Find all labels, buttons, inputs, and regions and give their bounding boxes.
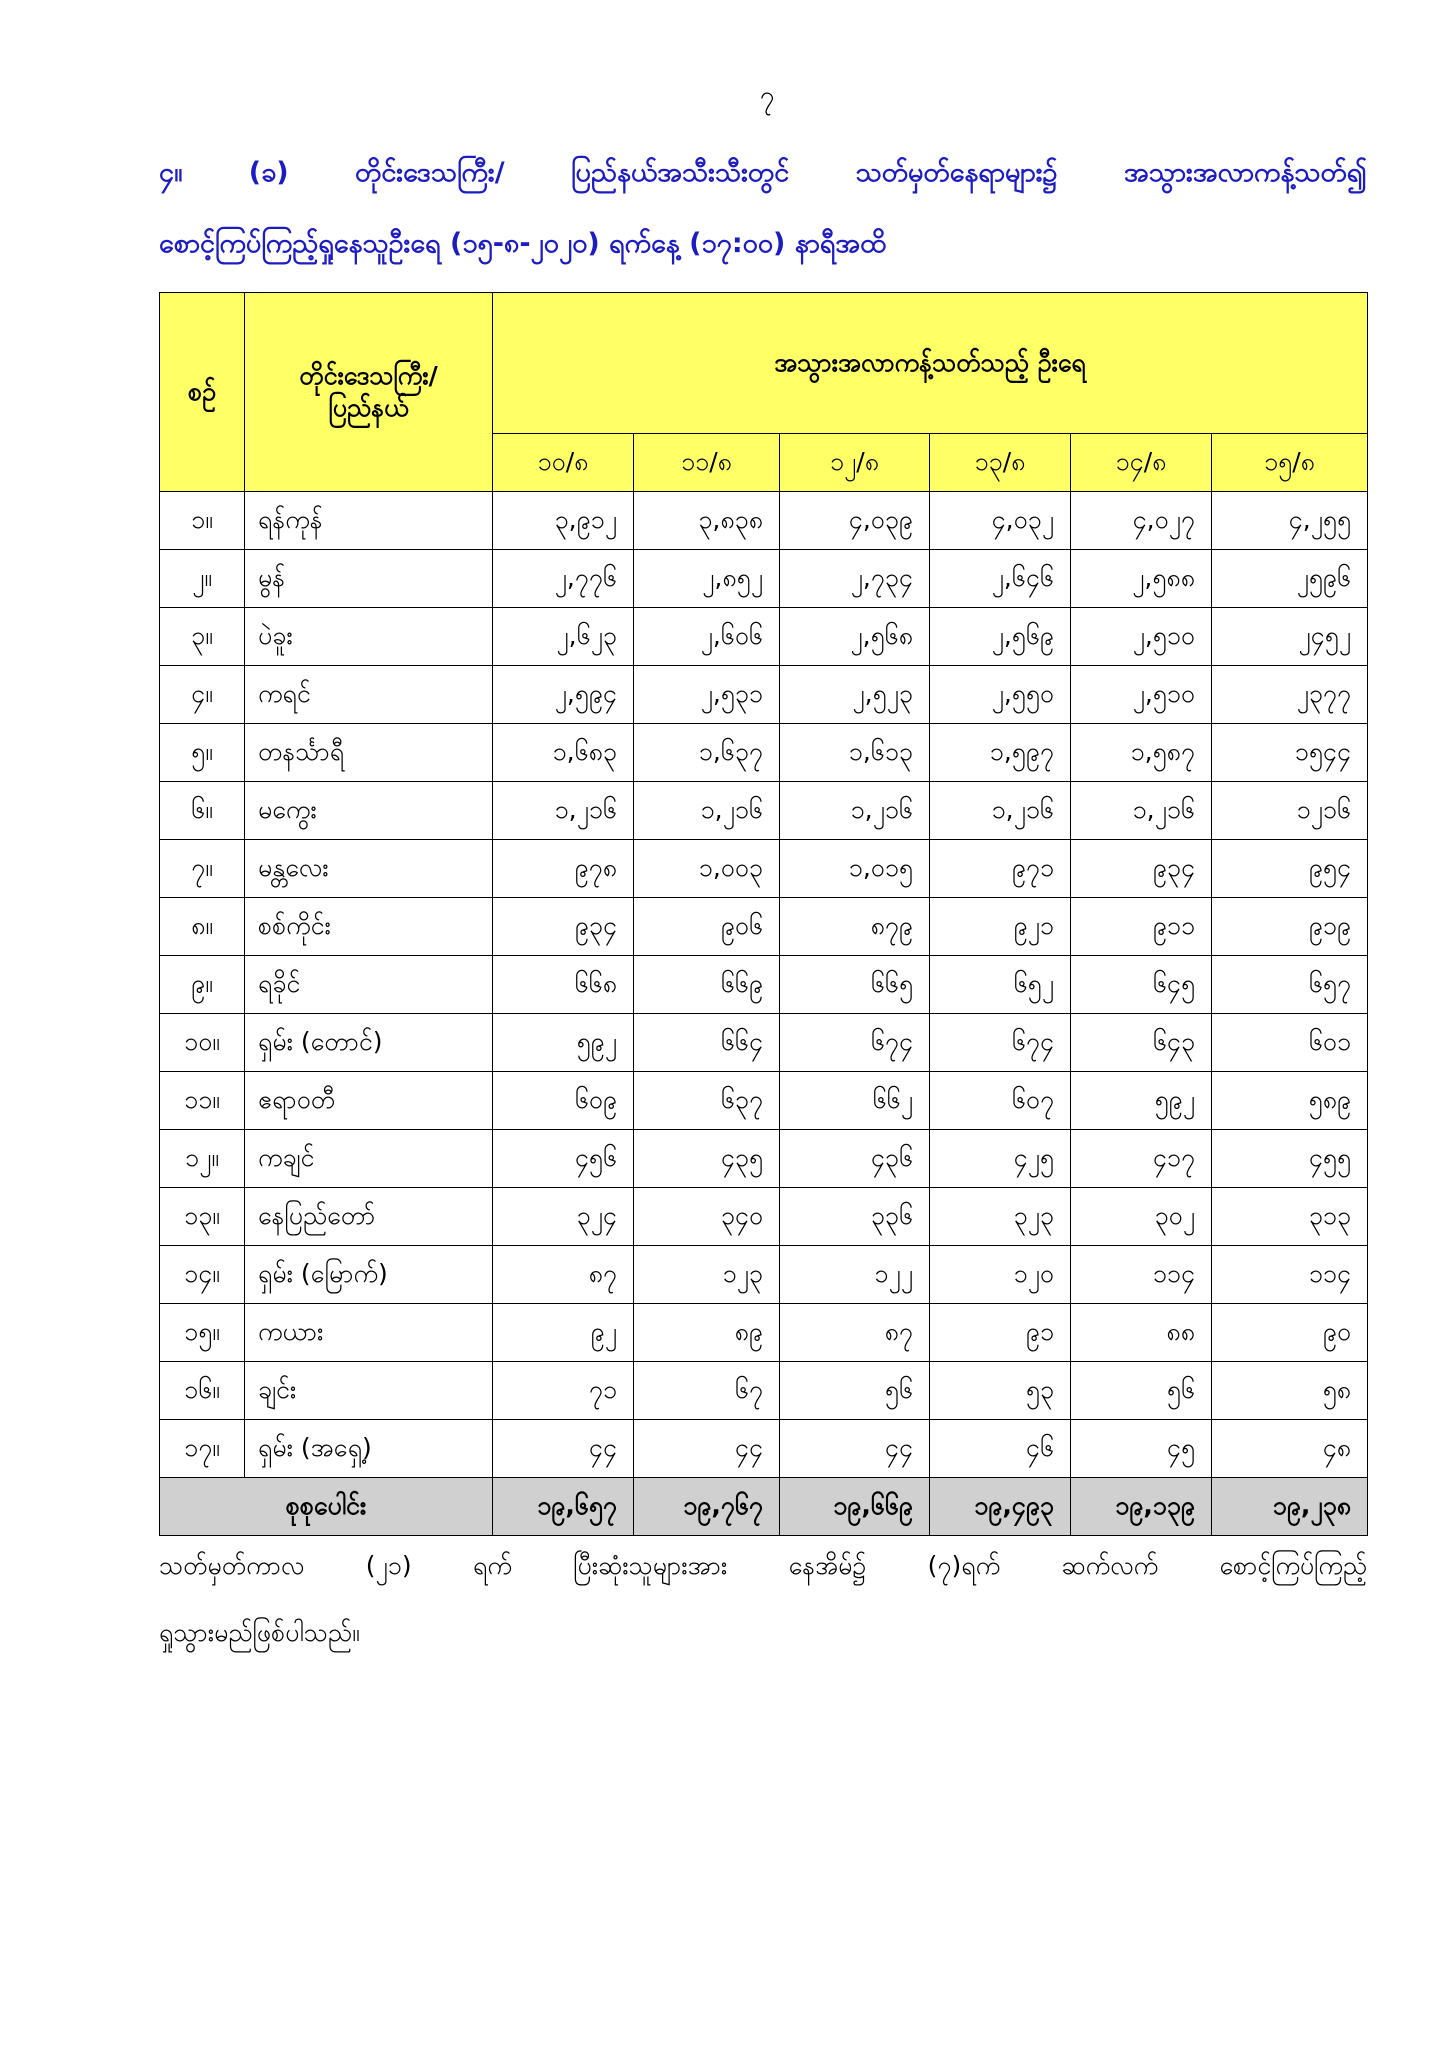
row-number: ၁၄။ xyxy=(160,1246,245,1304)
count-cell: ၁,၂၁၆ xyxy=(634,782,780,840)
count-cell: ၆၃၇ xyxy=(634,1072,780,1130)
date-header: ၁၂/၈ xyxy=(780,434,930,492)
count-cell: ၅၃ xyxy=(930,1362,1071,1420)
region-name: မန္တလေး xyxy=(245,840,493,898)
total-cell: ၁၉,၂၃၈ xyxy=(1212,1478,1368,1536)
table-row xyxy=(160,840,1368,898)
count-cell: ၆၇ xyxy=(634,1362,780,1420)
count-cell: ၄၃၆ xyxy=(780,1130,930,1188)
count-cell: ၄,၀၃၉ xyxy=(780,492,930,550)
count-cell: ၂,၅၆၈ xyxy=(780,608,930,666)
count-cell: ၄၃၅ xyxy=(634,1130,780,1188)
table-row xyxy=(160,1304,1368,1362)
table-row xyxy=(160,1188,1368,1246)
table-row xyxy=(160,666,1368,724)
serial-header: စဉ် xyxy=(160,293,245,492)
count-cell: ၂,၆၄၆ xyxy=(930,550,1071,608)
region-name: နေပြည်တော် xyxy=(245,1188,493,1246)
count-cell: ၉၀ xyxy=(1212,1304,1368,1362)
date-header: ၁၀/၈ xyxy=(493,434,634,492)
table-header-row xyxy=(160,293,1368,434)
count-cell: ၂,၅၈၈ xyxy=(1071,550,1212,608)
count-cell: ၁,၂၁၆ xyxy=(780,782,930,840)
count-cell: ၉၃၄ xyxy=(1071,840,1212,898)
count-cell: ၂,၇၇၆ xyxy=(493,550,634,608)
count-cell: ၈၇ xyxy=(780,1304,930,1362)
count-cell: ၅၆ xyxy=(1071,1362,1212,1420)
row-number: ၃။ xyxy=(160,608,245,666)
row-number: ၁၆။ xyxy=(160,1362,245,1420)
region-name: ရှမ်း (တောင်) xyxy=(245,1014,493,1072)
count-cell: ၉၀၆ xyxy=(634,898,780,956)
count-cell: ၃၃၆ xyxy=(780,1188,930,1246)
count-cell: ၉၅၄ xyxy=(1212,840,1368,898)
count-cell: ၂၅၉၆ xyxy=(1212,550,1368,608)
row-number: ၁၃။ xyxy=(160,1188,245,1246)
table-row xyxy=(160,1072,1368,1130)
count-cell: ၄၆ xyxy=(930,1420,1071,1478)
count-cell: ၂,၅၅၀ xyxy=(930,666,1071,724)
page-number: ၇ xyxy=(759,81,775,111)
table-row xyxy=(160,724,1368,782)
count-cell: ၈၈ xyxy=(1071,1304,1212,1362)
region-name: ဧရာဝတီ xyxy=(245,1072,493,1130)
count-cell: ၆၇၄ xyxy=(780,1014,930,1072)
row-number: ၁၂။ xyxy=(160,1130,245,1188)
count-cell: ၆၆၉ xyxy=(634,956,780,1014)
table-row xyxy=(160,1014,1368,1072)
total-cell: ၁၉,၆၅၇ xyxy=(493,1478,634,1536)
count-group-header: အသွားအလာကန့်သတ်သည့် ဦးရေ xyxy=(493,293,1368,434)
count-cell: ၄,၂၅၅ xyxy=(1212,492,1368,550)
count-cell: ၉၂ xyxy=(493,1304,634,1362)
row-number: ၇။ xyxy=(160,840,245,898)
count-cell: ၆၄၅ xyxy=(1071,956,1212,1014)
row-number: ၁၇။ xyxy=(160,1420,245,1478)
count-cell: ၁၁၄ xyxy=(1212,1246,1368,1304)
region-header xyxy=(245,293,493,492)
region-name: ပဲခူး xyxy=(245,608,493,666)
date-header: ၁၅/၈ xyxy=(1212,434,1368,492)
count-cell: ၂,၅၃၁ xyxy=(634,666,780,724)
count-cell: ၁,၀၁၅ xyxy=(780,840,930,898)
table-row xyxy=(160,1130,1368,1188)
count-cell: ၁၂၀ xyxy=(930,1246,1071,1304)
count-cell: ၁,၆၃၇ xyxy=(634,724,780,782)
count-cell: ၉၂၁ xyxy=(930,898,1071,956)
count-cell: ၃၀၂ xyxy=(1071,1188,1212,1246)
count-cell: ၂,၅၆၉ xyxy=(930,608,1071,666)
count-cell: ၄၂၅ xyxy=(930,1130,1071,1188)
total-cell: ၁၉,၄၉၃ xyxy=(930,1478,1071,1536)
row-number: ၁။ xyxy=(160,492,245,550)
count-cell: ၉၁ xyxy=(930,1304,1071,1362)
count-cell: ၁၂၃ xyxy=(634,1246,780,1304)
count-cell: ၂,၅၂၃ xyxy=(780,666,930,724)
count-cell: ၁,၂၁၆ xyxy=(1071,782,1212,840)
count-cell: ၂,၇၃၄ xyxy=(780,550,930,608)
count-cell: ၆၀၁ xyxy=(1212,1014,1368,1072)
region-name: ချင်း xyxy=(245,1362,493,1420)
table-row xyxy=(160,1246,1368,1304)
count-cell: ၃၂၄ xyxy=(493,1188,634,1246)
count-cell: ၃၁၃ xyxy=(1212,1188,1368,1246)
count-cell: ၁,၆၁၃ xyxy=(780,724,930,782)
row-number: ၁၅။ xyxy=(160,1304,245,1362)
region-name: ရှမ်း (အရှေ့) xyxy=(245,1420,493,1478)
region-header-line-2: ပြည်နယ် xyxy=(328,393,409,422)
count-cell: ၂,၆၀၆ xyxy=(634,608,780,666)
count-cell: ၆၄၃ xyxy=(1071,1014,1212,1072)
row-number: ၅။ xyxy=(160,724,245,782)
region-name: ရန်ကုန် xyxy=(245,492,493,550)
count-cell: ၉၇၁ xyxy=(930,840,1071,898)
count-cell: ၄၄ xyxy=(634,1420,780,1478)
count-cell: ၃၄၀ xyxy=(634,1188,780,1246)
count-cell: ၆၇၄ xyxy=(930,1014,1071,1072)
count-cell: ၂,၅၁၀ xyxy=(1071,608,1212,666)
table-row xyxy=(160,782,1368,840)
count-cell: ၉၁၉ xyxy=(1212,898,1368,956)
count-cell: ၁,၂၁၆ xyxy=(930,782,1071,840)
count-cell: ၂၄၅၂ xyxy=(1212,608,1368,666)
count-cell: ၈၉ xyxy=(634,1304,780,1362)
row-number: ၁၀။ xyxy=(160,1014,245,1072)
table-row xyxy=(160,492,1368,550)
count-cell: ၁,၅၉၇ xyxy=(930,724,1071,782)
count-cell: ၆၀၉ xyxy=(493,1072,634,1130)
total-cell: ၁၉,၇၆၇ xyxy=(634,1478,780,1536)
table-row xyxy=(160,1362,1368,1420)
count-cell: ၁,၂၁၆ xyxy=(493,782,634,840)
region-header-line-1: တိုင်းဒေသကြီး/ xyxy=(299,360,438,390)
count-cell: ၄၅ xyxy=(1071,1420,1212,1478)
count-cell: ၄,၀၃၂ xyxy=(930,492,1071,550)
count-cell: ၄၈ xyxy=(1212,1420,1368,1478)
row-number: ၁၁။ xyxy=(160,1072,245,1130)
count-cell: ၆၆၂ xyxy=(780,1072,930,1130)
region-name: ကရင် xyxy=(245,666,493,724)
count-cell: ၄၄ xyxy=(493,1420,634,1478)
count-cell: ၆၅၇ xyxy=(1212,956,1368,1014)
row-number: ၄။ xyxy=(160,666,245,724)
count-cell: ၉၇၈ xyxy=(493,840,634,898)
count-cell: ၂,၅၉၄ xyxy=(493,666,634,724)
row-number: ၂။ xyxy=(160,550,245,608)
section-title-line-2: စောင့်ကြပ်ကြည့်ရှုနေသူဦးရေ (၁၅-၈-၂၀၂၀) ရက်နေ့ (၁၇:၀၀) နာရီအထိ xyxy=(159,228,887,259)
footnote-line-1: သတ်မှတ်ကာလ (၂၁) ရက် ပြီးဆုံးသူများအား နေအိမ်၌ (၇)ရက် ဆက်လက် စောင့်ကြပ်ကြည့် xyxy=(159,1551,1367,1580)
region-name: ကချင် xyxy=(245,1130,493,1188)
date-header: ၁၄/၈ xyxy=(1071,434,1212,492)
table-row xyxy=(160,956,1368,1014)
count-cell: ၆၆၈ xyxy=(493,956,634,1014)
count-cell: ၂၃၇၇ xyxy=(1212,666,1368,724)
count-cell: ၁,၀၀၃ xyxy=(634,840,780,898)
row-number: ၆။ xyxy=(160,782,245,840)
count-cell: ၄၅၅ xyxy=(1212,1130,1368,1188)
restricted-persons-table xyxy=(159,292,1368,1536)
count-cell: ၈၇ xyxy=(493,1246,634,1304)
count-cell: ၅၈ xyxy=(1212,1362,1368,1420)
region-name: စစ်ကိုင်း xyxy=(245,898,493,956)
total-cell: ၁၉,၆၆၉ xyxy=(780,1478,930,1536)
count-cell: ၁၁၄ xyxy=(1071,1246,1212,1304)
date-header: ၁၃/၈ xyxy=(930,434,1071,492)
count-cell: ၄,၀၂၇ xyxy=(1071,492,1212,550)
table-row xyxy=(160,608,1368,666)
count-cell: ၁,၆၈၃ xyxy=(493,724,634,782)
table-row xyxy=(160,550,1368,608)
count-cell: ၅၈၉ xyxy=(1212,1072,1368,1130)
row-number: ၉။ xyxy=(160,956,245,1014)
count-cell: ၈၇၉ xyxy=(780,898,930,956)
count-cell: ၁၂၁၆ xyxy=(1212,782,1368,840)
count-cell: ၉၁၁ xyxy=(1071,898,1212,956)
count-cell: ၂,၈၅၂ xyxy=(634,550,780,608)
total-cell: ၁၉,၁၃၉ xyxy=(1071,1478,1212,1536)
total-label: စုစုပေါင်း xyxy=(160,1478,493,1536)
count-cell: ၃,၈၃၈ xyxy=(634,492,780,550)
table-row xyxy=(160,898,1368,956)
region-name: မကွေး xyxy=(245,782,493,840)
region-name: ရခိုင် xyxy=(245,956,493,1014)
count-cell: ၇၁ xyxy=(493,1362,634,1420)
count-cell: ၁,၅၈၇ xyxy=(1071,724,1212,782)
count-cell: ၃,၉၁၂ xyxy=(493,492,634,550)
section-title-line-1: ၄။ (ခ) တိုင်းဒေသကြီး/ ပြည်နယ်အသီးသီးတွင် သတ်မှတ်နေရာများ၌ အသွားအလာကန့်သတ်၍ xyxy=(159,157,1367,188)
count-cell: ၉၃၄ xyxy=(493,898,634,956)
count-cell: ၂,၆၂၃ xyxy=(493,608,634,666)
region-name: ရှမ်း (မြောက်) xyxy=(245,1246,493,1304)
count-cell: ၆၆၄ xyxy=(634,1014,780,1072)
count-cell: ၆၆၅ xyxy=(780,956,930,1014)
region-name: တနင်္သာရီ xyxy=(245,724,493,782)
count-cell: ၅၉၂ xyxy=(1071,1072,1212,1130)
footnote-line-2: ရှုသွားမည်ဖြစ်ပါသည်။ xyxy=(159,1618,360,1647)
count-cell: ၃၂၃ xyxy=(930,1188,1071,1246)
count-cell: ၁၅၄၄ xyxy=(1212,724,1368,782)
count-cell: ၄၄ xyxy=(780,1420,930,1478)
region-name: ကယား xyxy=(245,1304,493,1362)
row-number: ၈။ xyxy=(160,898,245,956)
count-cell: ၄၅၆ xyxy=(493,1130,634,1188)
count-cell: ၄၁၇ xyxy=(1071,1130,1212,1188)
count-cell: ၆၀၇ xyxy=(930,1072,1071,1130)
count-cell: ၆၅၂ xyxy=(930,956,1071,1014)
table-row xyxy=(160,1420,1368,1478)
count-cell: ၂,၅၁၀ xyxy=(1071,666,1212,724)
count-cell: ၁၂၂ xyxy=(780,1246,930,1304)
total-row xyxy=(160,1478,1368,1536)
count-cell: ၅၉၂ xyxy=(493,1014,634,1072)
date-header: ၁၁/၈ xyxy=(634,434,780,492)
count-cell: ၅၆ xyxy=(780,1362,930,1420)
region-name: မွန် xyxy=(245,550,493,608)
